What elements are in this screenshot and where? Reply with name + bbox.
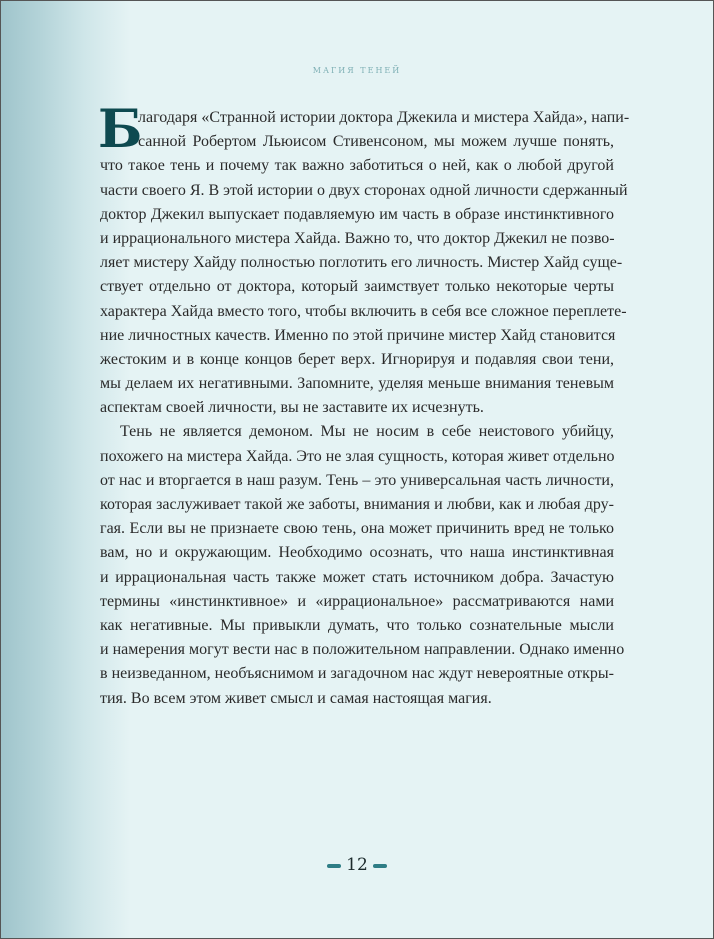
text-line: гая. Если вы не признаете свою тень, она может причинить вред не только — [100, 520, 614, 538]
text-line: санной Робертом Льюисом Стивенсоном, мы можем лучше понять, — [138, 133, 614, 151]
text-line: ляет мистеру Хайду полностью поглотить его личность. Мистер Хайд суще- — [100, 254, 623, 272]
text-line: термины «инстинктивное» и «иррациональное» рассматриваются нами — [100, 592, 614, 610]
text-line: аспектам своей личности, вы не заставите их исчезнуть. — [100, 399, 484, 417]
text-line: жестоким и в конце концов берет верх. Игнорируя и подавляя свои тени, — [100, 350, 614, 368]
text-line: части своего Я. В этой истории о двух сторонах одной личности сдержанный — [100, 181, 628, 199]
text-line: которая заслуживает такой же заботы, внимания и любви, как и любая дру- — [100, 496, 614, 513]
text-line: лагодаря «Странной истории доктора Джекила и мистера Хайда», напи- — [138, 109, 630, 126]
text-line: и намерения могут вести нас в положительном направлении. Однако именно — [100, 641, 625, 659]
text-line: мы делаем их негативными. Запомните, уделяя меньше внимания теневым — [100, 375, 614, 393]
text-line: ние личностных качеств. Именно по этой причине мистер Хайд становится — [100, 326, 616, 344]
drop-cap: Б — [98, 99, 143, 160]
text-line: и иррациональная часть также может стать источником добра. Зачастую — [100, 568, 614, 586]
page-number — [0, 855, 714, 875]
running-header: МАГИЯ ТЕНЕЙ — [312, 66, 402, 75]
text-line: Тень не является демоном. Мы не носим в себе неистового убийцу, — [120, 423, 614, 441]
text-line: от нас и вторгается в наш разум. Тень – это универсальная часть личности, — [100, 471, 614, 489]
text-line: тия. Во всем этом живет смысл и самая настоящая магия. — [100, 689, 492, 707]
text-line: в неизведанном, необъяснимом и загадочном нас ждут невероятные откры- — [100, 665, 614, 683]
text-line: ствует отдельно от доктора, который заимствует только некоторые черты — [100, 278, 614, 296]
ornament-left-icon — [327, 864, 341, 868]
text-line: вам, но и окружающим. Необходимо осознать, что наша инстинктивная — [100, 544, 614, 562]
text-line: как негативные. Мы привыкли думать, что только сознательные мысли — [100, 616, 614, 634]
text-line: что такое тень и почему так важно заботиться о ней, как о любой другой — [100, 157, 614, 175]
ornament-right-icon — [373, 864, 387, 868]
page-number-text: 12 — [346, 855, 368, 875]
text-line: характера Хайда вместо того, чтобы включить в себя все сложное переплете- — [100, 302, 627, 320]
text-line: и иррационального мистера Хайда. Важно то, что доктор Джекил не позво- — [100, 229, 615, 247]
body-text — [98, 99, 630, 711]
text-line: похожего на мистера Хайда. Это не злая сущность, которая живет отдельно — [100, 447, 615, 465]
text-line: доктор Джекил выпускает подавляемую им часть в образе инстинктивного — [100, 205, 614, 223]
